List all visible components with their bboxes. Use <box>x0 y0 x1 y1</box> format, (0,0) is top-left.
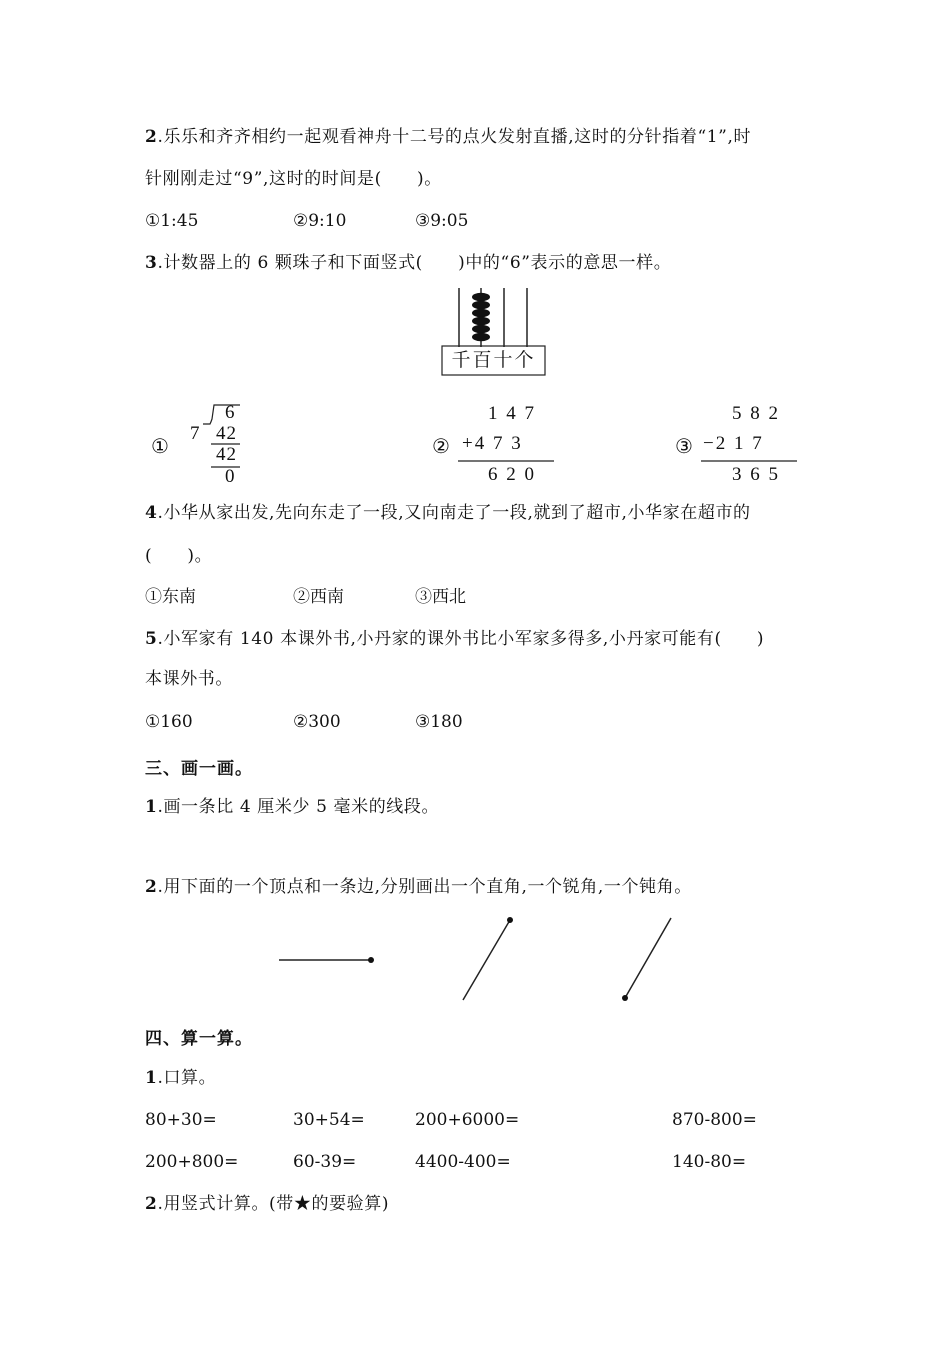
section3-title: 三、画一画。 <box>145 759 253 779</box>
abacus-bead <box>472 325 490 334</box>
q4-line2: ( )。 <box>145 546 213 566</box>
q3-option-1-marker: ① <box>151 436 169 458</box>
mental-math-item: 60-39= <box>293 1152 357 1172</box>
ray-slanted-down <box>625 918 671 998</box>
section3-q2: 2.用下面的一个顶点和一条边,分别画出一个直角,一个锐角,一个钝角。 <box>145 877 692 897</box>
q3-option-2-marker: ② <box>432 436 450 458</box>
abacus-bead <box>472 309 490 318</box>
division-remainder: 0 <box>225 466 235 487</box>
q5-line2: 本课外书。 <box>145 669 233 689</box>
abacus-label: 千百十个 <box>451 349 536 371</box>
q3-text: 3.计数器上的 6 颗珠子和下面竖式( )中的“6”表示的意思一样。 <box>145 253 672 273</box>
q2-option-1: ①1:45 <box>145 211 199 231</box>
q2-option-3: ③9:05 <box>415 211 469 231</box>
section3-q1: 1.画一条比 4 厘米少 5 毫米的线段。 <box>145 797 440 817</box>
q5-option-3: ③180 <box>415 712 463 732</box>
addition-second: +4 7 3 <box>462 433 523 454</box>
abacus-bead <box>472 333 490 342</box>
q5-option-1: ①160 <box>145 712 193 732</box>
section4-title: 四、算一算。 <box>145 1029 253 1049</box>
abacus-bead <box>472 293 490 302</box>
q3-option-3-marker: ③ <box>675 436 693 458</box>
section4-q1: 1.口算。 <box>145 1068 217 1088</box>
division-quotient: 6 <box>225 402 235 423</box>
mental-math-item: 4400-400= <box>415 1152 511 1172</box>
vertex-point <box>622 995 628 1001</box>
q4-option-3: ③西北 <box>415 587 466 607</box>
addition-result: 6 2 0 <box>488 464 536 485</box>
vertex-point <box>507 917 513 923</box>
subtraction-top: 5 8 2 <box>732 403 780 424</box>
division-product: 42 <box>216 444 237 465</box>
q5-line1: 5.小军家有 140 本课外书,小丹家的课外书比小军家多得多,小丹家可能有( ) <box>145 629 765 649</box>
division-dividend: 42 <box>216 423 237 444</box>
mental-math-item: 200+800= <box>145 1152 239 1172</box>
mental-math-item: 140-80= <box>672 1152 747 1172</box>
ray-slanted-up <box>463 920 510 1000</box>
q2-option-2: ②9:10 <box>293 211 347 231</box>
abacus-bead <box>472 317 490 326</box>
section4-q2: 2.用竖式计算。(带★的要验算) <box>145 1194 390 1214</box>
mental-math-item: 80+30= <box>145 1110 217 1130</box>
subtraction-second: −2 1 7 <box>703 433 764 454</box>
mental-math-item: 30+54= <box>293 1110 365 1130</box>
q2-line2: 针刚刚走过“9”,这时的时间是( )。 <box>145 169 442 189</box>
q4-option-2: ②西南 <box>293 587 344 607</box>
addition-top: 1 4 7 <box>488 403 536 424</box>
mental-math-item: 870-800= <box>672 1110 757 1130</box>
q4-line1: 4.小华从家出发,先向东走了一段,又向南走了一段,就到了超市,小华家在超市的 <box>145 503 751 523</box>
subtraction-result: 3 6 5 <box>732 464 780 485</box>
q5-option-2: ②300 <box>293 712 341 732</box>
abacus-bead <box>472 301 490 310</box>
division-divisor: 7 <box>190 423 200 444</box>
mental-math-item: 200+6000= <box>415 1110 520 1130</box>
q2-line1: 2.乐乐和齐齐相约一起观看神舟十二号的点火发射直播,这时的分针指着“1”,时 <box>145 127 752 147</box>
vertex-point <box>368 957 374 963</box>
q4-option-1: ①东南 <box>145 587 196 607</box>
